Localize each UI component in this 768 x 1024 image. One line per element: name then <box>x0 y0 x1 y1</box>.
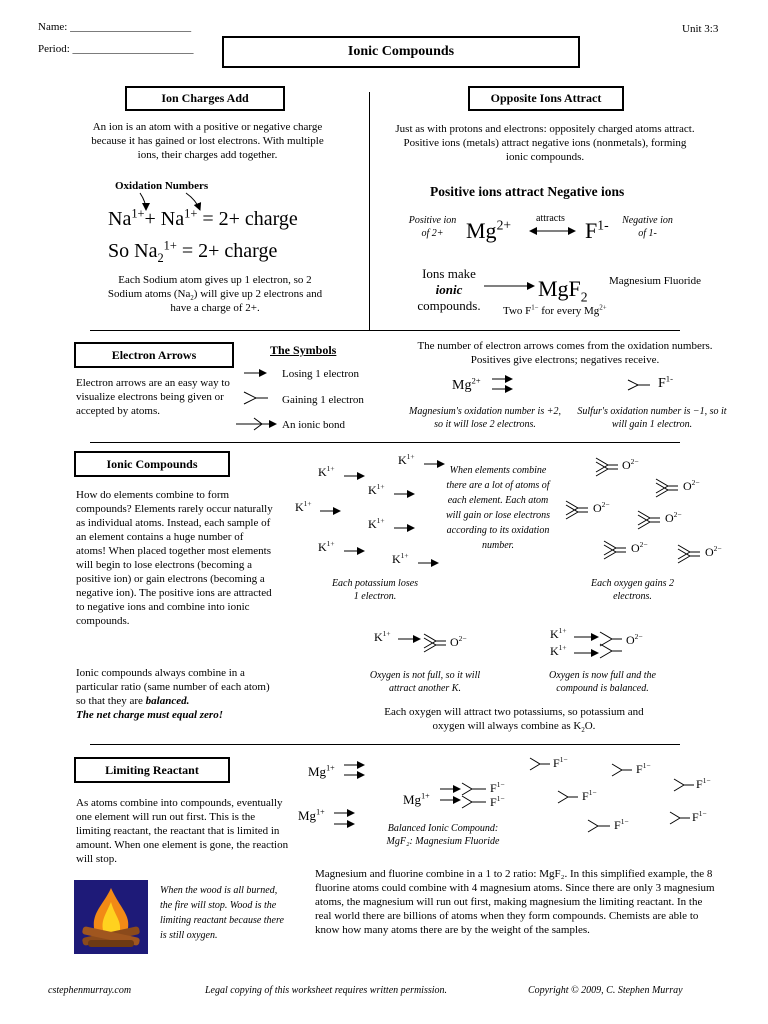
oxygen-ion: $O^{2-}$ <box>450 634 467 649</box>
footer-legal: Legal copying of this worksheet requires written permission. <box>205 985 448 996</box>
limiting-reactant-heading: Limiting Reactant <box>74 757 230 783</box>
balanced-compound-caption: Balanced Ionic Compound: MgF₂: Magnesium Fluoride <box>386 823 500 847</box>
sodium-note: Each Sodium atom gives up 1 electron, so 2 Sodium atoms $(Na_2)$ will give up 2 electrons and have a charge of 2+. <box>107 274 323 314</box>
ion-charges-heading: Ion Charges Add <box>125 86 285 111</box>
fluoride-ion: $F^{1-}$ <box>696 776 711 791</box>
fluoride-ion: $F^{1-}$ <box>614 817 629 832</box>
not-full-caption: Oxygen is not full, so it will attract another K. <box>369 670 481 694</box>
magnesium-fluoride-label: Magnesium Fluoride <box>609 275 701 287</box>
positive-ion-label: Positive ion of 2+ <box>408 215 457 239</box>
footer-copyright: Copyright © 2009, C. Stephen Murray <box>528 985 683 996</box>
attracts-label: attracts <box>536 213 565 224</box>
now-full-caption: Oxygen is now full and the compound is balanced. <box>549 670 656 694</box>
limiting-paragraph: Magnesium and fluorine combine in a 1 to 2 ratio: MgF₂. In this simplified example, the 8 fluorine atoms could combine with 4 magnesium atoms. Since there are only 3 magnesium atoms, the magnesium will run out first, making magnesium the limiting reactant. In the real world there are billions of atoms when they form compounds. Chemists are able to know how many atoms there are by the weight of the samples. <box>315 868 715 936</box>
potassium-caption: Each potassium loses 1 electron. <box>331 578 419 602</box>
potassium-ion: $K^{1+}$ <box>368 516 385 531</box>
period-label: Period: ______________________ <box>38 43 194 55</box>
opposite-ions-text: Just as with protons and electrons: oppositely charged atoms attract. Positive ions (metals) attract negative ions (nonmetals), forming ionic compounds. <box>395 123 695 163</box>
fluoride-ion: $F^{1-}$ <box>490 794 505 809</box>
opposite-ions-heading: Opposite Ions Attract <box>468 86 624 111</box>
sodium-equation-1: $Na^{1+}+ Na^{1+} = 2+$ charge <box>108 206 298 230</box>
bond-label: An ionic bond <box>282 419 345 431</box>
oxygen-ion: $O^{2-}$ <box>622 457 639 472</box>
ionic-compounds-p2: Ionic compounds always combine in a particular ratio (same number of each atom) so that they are balanced. The net charge must equal zero! <box>76 667 270 721</box>
potassium-ion: $K^{1+}$ <box>318 539 335 554</box>
f-example: $F^{1-}$ <box>658 373 674 391</box>
ionic-compounds-p1: How do elements combine to form compounds? Elements rarely occur naturally as individual atoms. Instead, each sample of an element contains a huge number of atoms! When placed together most elements will begin to lose electrons (becoming a positive ion) or gain electrons (becoming a negative ion). The positive ions are attracted to negative ions and combine into ionic compounds. <box>76 489 273 627</box>
when-elements-text: When elements combine there are a lot of atoms of each element. Each atom will gain or lose electrons according to its oxidation number. <box>445 465 551 551</box>
oxygen-caption: Each oxygen gains 2 electrons. <box>590 578 675 602</box>
wood-caption: When the wood is all burned, the fire will stop. Wood is the limiting reactant because there is still oxygen. <box>160 885 284 941</box>
limiting-text: As atoms combine into compounds, eventually one element will run out first. This is the limiting reactant, the reactant that is limited in amount. When one element is gone, the reaction will stop. <box>76 797 289 865</box>
oxygen-ion: $O^{2-}$ <box>705 544 722 559</box>
ionic-compounds-heading: Ionic Compounds <box>74 451 230 477</box>
fluoride-ion: $F^{1-}$ <box>553 755 568 770</box>
fluoride-ion: $F^{1-}$ <box>582 788 597 803</box>
potassium-ion: $K^{1+}$ <box>295 499 312 514</box>
magnesium-ion: $Mg^{1+}$ <box>298 807 325 823</box>
footer-site: cstephenmurray.com <box>48 985 132 996</box>
magnesium-ion: $Mg^{1+}$ <box>308 763 335 779</box>
oxygen-ion: $O^{2-}$ <box>626 632 643 647</box>
electron-arrows-heading: Electron Arrows <box>74 342 234 368</box>
symbols-heading: The Symbols <box>270 343 337 357</box>
f-ion: $F^{1-}$ <box>585 217 609 243</box>
gaining-label: Gaining 1 electron <box>282 394 364 406</box>
oxygen-ion: $O^{2-}$ <box>593 500 610 515</box>
ionic-summary: Each oxygen will attract two potassiums, so potassium and oxygen will always combine as $K_2O$. <box>384 706 644 735</box>
potassium-ion: $K^{1+}$ <box>318 464 335 479</box>
electron-arrows-explain: The number of electron arrows comes from the oxidation numbers. Positives give electrons; negatives receive. <box>417 340 713 366</box>
two-f-note: Two $F^{1-}$ for every $Mg^{2+}$ <box>503 304 607 317</box>
potassium-ion: $K^{1+}$ <box>550 626 567 641</box>
losing-label: Losing 1 electron <box>282 368 359 380</box>
name-label: Name: ______________________ <box>38 21 192 33</box>
sulfur-oxidation-note: Sulfur's oxidation number is −1, so it will gain 1 electron. <box>577 406 727 430</box>
ion-charges-text: An ion is an atom with a positive or negative charge because it has gained or lost electrons. With multiple ions, their charges add together. <box>91 121 324 161</box>
electron-arrows-text: Electron arrows are an easy way to visualize electrons being given or accepted by atoms. <box>76 377 230 417</box>
fluoride-ion: $F^{1-}$ <box>692 809 707 824</box>
mg-ion: $Mg^{2+}$ <box>466 217 512 243</box>
mgf2-formula: MgF$_2$ <box>538 276 588 305</box>
magnesium-ion: $Mg^{1+}$ <box>403 791 430 807</box>
unit-label: Unit 3:3 <box>682 23 719 35</box>
positive-negative-subheading: Positive ions attract Negative ions <box>430 184 625 199</box>
oxidation-label: Oxidation Numbers <box>115 180 209 192</box>
potassium-ion: $K^{1+}$ <box>368 482 385 497</box>
negative-ion-label: Negative ion of 1- <box>622 215 673 239</box>
potassium-ion: $K^{1+}$ <box>392 551 409 566</box>
oxygen-ion: $O^{2-}$ <box>683 478 700 493</box>
ions-make-text: Ions make ionic compounds. <box>417 266 481 313</box>
fluoride-ion: $F^{1-}$ <box>490 780 505 795</box>
oxygen-ion: $O^{2-}$ <box>631 540 648 555</box>
potassium-ion: $K^{1+}$ <box>374 629 391 644</box>
mg-example: $Mg^{2+}$ <box>452 375 481 393</box>
oxygen-ion: $O^{2-}$ <box>665 510 682 525</box>
potassium-ion: $K^{1+}$ <box>550 643 567 658</box>
mg-oxidation-note: Magnesium's oxidation number is +2, so it will lose 2 electrons. <box>409 406 561 430</box>
sodium-equation-2: So $Na_2^{1+} = 2+$ charge <box>108 238 278 265</box>
page-title: Ionic Compounds <box>222 36 580 68</box>
fluoride-ion: $F^{1-}$ <box>636 761 651 776</box>
potassium-ion: $K^{1+}$ <box>398 452 415 467</box>
